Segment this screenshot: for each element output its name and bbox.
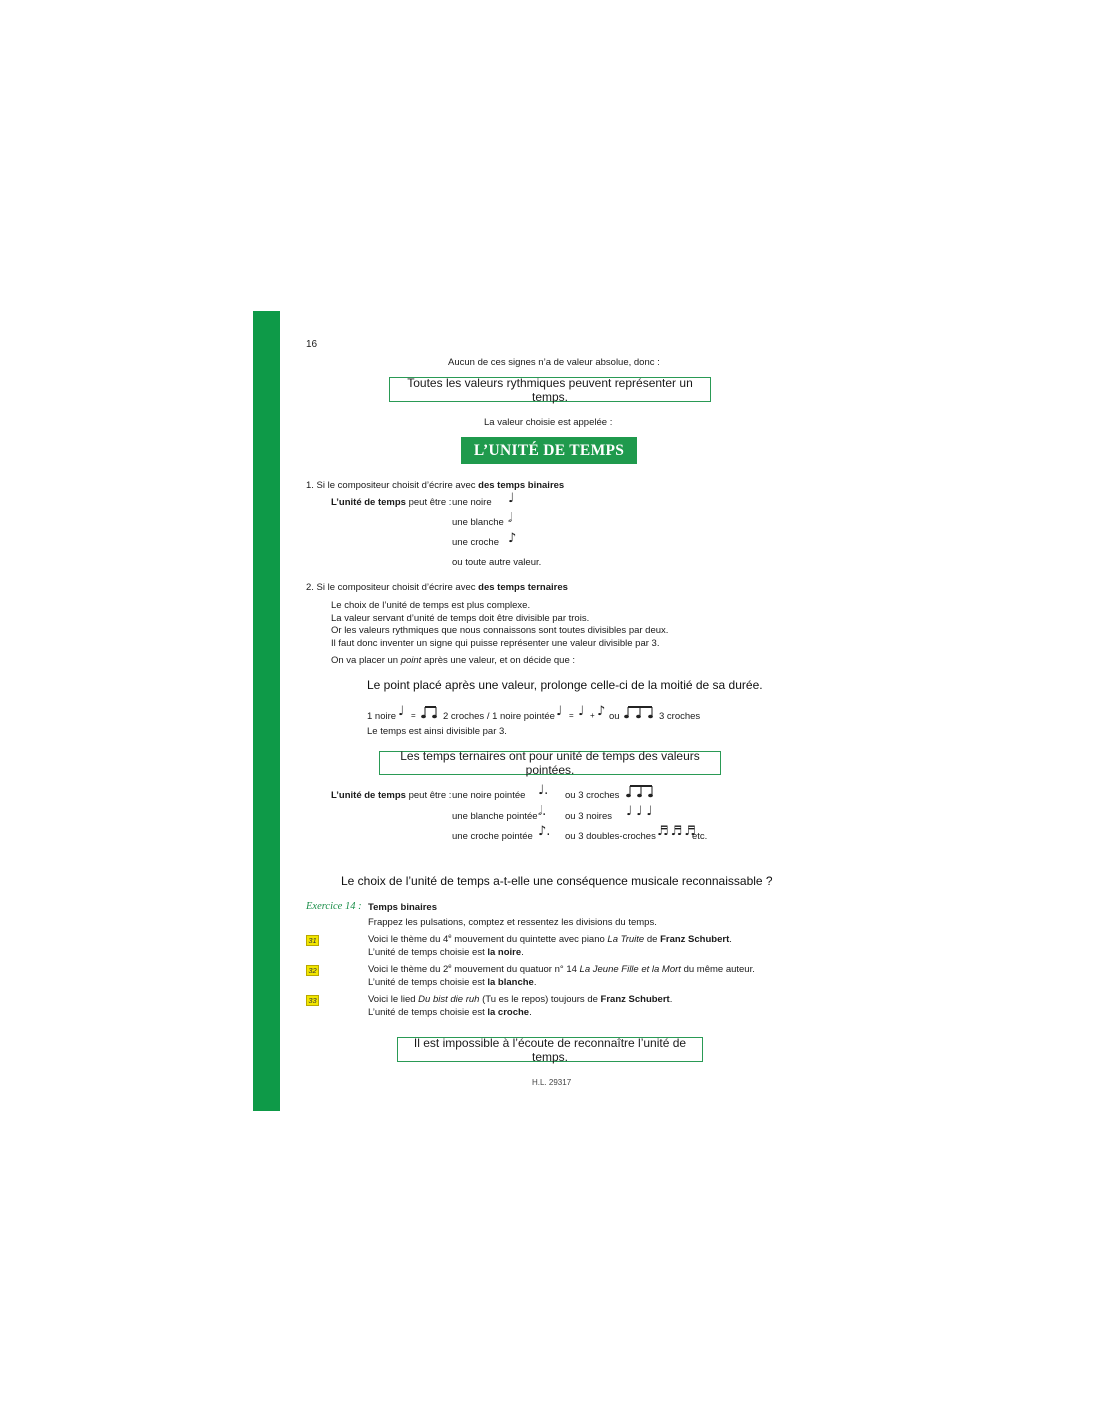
page-number: 16 [306, 339, 318, 350]
item-composer: Franz Schubert [660, 934, 730, 946]
section2-line: La valeur servant d’unité de temps doit être divisible par trois. [331, 612, 590, 624]
unite-bold: L’unité de temps [331, 497, 406, 508]
ternaire-left-3: une croche pointée [452, 831, 533, 842]
audio-track-badge[interactable]: 33 [306, 995, 319, 1006]
ternaire-left-2: une blanche pointée [452, 811, 538, 822]
item-text: de [646, 934, 658, 946]
exercise-item-1-line2: L’unité de temps choisie est la noire. [368, 947, 524, 958]
item-sup: e [448, 964, 452, 970]
dotted-quarter-icon: ♩ [556, 704, 563, 719]
exercise-title: Temps binaires [368, 902, 437, 913]
exercise-label: Exercice 14 : [306, 901, 362, 912]
unite-bold: L’unité de temps [331, 790, 406, 801]
quarter-note-icon: ♩ [578, 704, 585, 719]
eighth-note-icon: ♪ [597, 704, 606, 719]
point-line-b: après une valeur, et on décide que : [423, 655, 576, 666]
ternaire-right-3: ou 3 doubles-croches [565, 831, 656, 842]
etc-text: etc. [692, 831, 708, 842]
section1-heading [306, 480, 564, 491]
unite-label-binaire [331, 497, 451, 508]
item-text: Voici le lied [368, 994, 416, 1005]
point-rule: Le point placé après une valeur, prolonge celle-ci de la moitié de sa durée. [367, 678, 763, 692]
item-text: (Tu es le repos) toujours de [482, 994, 598, 1005]
dotted-quarter-icon: ♩. [538, 783, 549, 798]
three-sixteenths-icon: ♬♬♬ [657, 824, 698, 839]
eq-3-croches: 3 croches [659, 711, 701, 722]
key-box-3-text: Il est impossible à l’écoute de reconnaître l’unité de temps. [413, 1035, 687, 1064]
binaire-item-noire: une noire [452, 497, 492, 508]
unite-rest: peut être : [408, 790, 452, 801]
triple-eighths-icon [626, 784, 656, 798]
item-text: L’unité de temps choisie est [368, 977, 485, 988]
side-green-bar [253, 311, 280, 1111]
section1-bold: des temps binaires [478, 480, 565, 491]
item-answer: la blanche [487, 977, 534, 988]
plus-sign: + [590, 711, 595, 720]
item-text: L’unité de temps choisie est [368, 947, 485, 958]
item-end: . [729, 934, 732, 946]
ternaire-left-1: une noire pointée [452, 790, 526, 801]
item-answer: la noire [487, 947, 522, 958]
unite-rest: peut être : [408, 497, 452, 508]
half-note-icon: 𝅗𝅥 [508, 511, 513, 526]
quarter-note-icon: ♩ [508, 491, 515, 506]
dotted-half-icon: 𝅗𝅥. [538, 804, 547, 819]
point-line-ital: point [400, 655, 422, 666]
ternaire-right-1: ou 3 croches [565, 790, 620, 801]
exercise-item-2-line2: L’unité de temps choisie est la blanche. [368, 977, 537, 988]
item-composer: Franz Schubert [600, 994, 670, 1005]
footer-reference: H.L. 29317 [532, 1078, 572, 1087]
beamed-eighths-icon [421, 705, 439, 719]
exercise-item-2-line1 [368, 964, 755, 975]
exercise-item-1-line1 [368, 934, 732, 945]
exercise-instruction: Frappez les pulsations, comptez et ressentez les divisions du temps. [368, 917, 657, 928]
point-line [331, 655, 575, 666]
section2-bold: des temps ternaires [478, 582, 568, 593]
item-text: du même auteur. [683, 964, 755, 976]
binaire-item-blanche: une blanche [452, 517, 504, 528]
section1-prefix: 1. Si le compositeur choisit d’écrire avec [306, 480, 476, 491]
item-text: Voici le thème du 2 [368, 964, 449, 976]
item-work: La Truite [607, 934, 645, 946]
exercise-item-3-line2: L’unité de temps choisie est la croche. [368, 1007, 532, 1018]
item-answer: la croche [487, 1007, 530, 1018]
section2-prefix: 2. Si le compositeur choisit d’écrire avec [306, 582, 476, 593]
divisible-text: Le temps est ainsi divisible par 3. [367, 726, 507, 737]
key-box-1-text: Toutes les valeurs rythmiques peuvent représenter un temps. [407, 375, 693, 404]
key-box-2 [379, 751, 721, 775]
audio-track-badge[interactable]: 32 [306, 965, 319, 976]
eighth-note-icon: ♪ [508, 531, 517, 546]
item-sup: e [448, 934, 452, 940]
unite-label-ternaire [331, 790, 451, 801]
eq-ou: ou [609, 711, 620, 722]
section2-line: Le choix de l’unité de temps est plus complexe. [331, 600, 531, 611]
section2-line: Or les valeurs rythmiques que nous connaissons sont toutes divisibles par deux. [331, 625, 669, 636]
section-banner-text: L’UNITÉ DE TEMPS [473, 441, 625, 459]
section2-paragraph [331, 600, 668, 650]
item-text: mouvement du quintette avec piano [454, 934, 605, 946]
quarter-note-icon: ♩ [398, 704, 405, 719]
intro-text: Aucun de ces signes n’a de valeur absolue, donc : [448, 357, 660, 368]
equals-sign: = [569, 711, 574, 720]
audio-track-badge[interactable]: 31 [306, 935, 319, 946]
key-box-1 [389, 377, 711, 402]
section-banner [461, 437, 637, 464]
binaire-item-autre: ou toute autre valeur. [452, 557, 542, 568]
item-text: Voici le thème du 4 [368, 934, 449, 946]
item-work: La Jeune Fille et la Mort [579, 964, 681, 976]
dotted-eighth-icon: ♪. [538, 824, 551, 839]
section2-line: Il faut donc inventer un signe qui puisse représenter une valeur divisible par 3. [331, 637, 660, 649]
point-line-a: On va placer un [331, 655, 399, 666]
three-quarters-icon: ♩♩♩ [626, 804, 657, 819]
section2-heading [306, 582, 568, 593]
ternaire-right-2: ou 3 noires [565, 811, 613, 822]
item-text: mouvement du quatuor n° 14 [454, 964, 577, 976]
equals-sign: = [411, 711, 416, 720]
binaire-item-croche: une croche [452, 537, 500, 548]
key-box-3 [397, 1037, 703, 1062]
question-heading: Le choix de l’unité de temps a-t-elle une conséquence musicale reconnaissable ? [341, 874, 773, 888]
triple-eighths-icon [624, 705, 656, 719]
item-end: . [669, 994, 673, 1005]
choisie-text: La valeur choisie est appelée : [484, 417, 613, 428]
eq-noire: 1 noire [367, 711, 397, 722]
item-work: Du bist die ruh [418, 994, 480, 1005]
item-text: L’unité de temps choisie est [368, 1007, 485, 1018]
eq-croches: 2 croches / 1 noire pointée [443, 711, 555, 722]
exercise-item-3-line1 [368, 994, 672, 1005]
key-box-2-text: Les temps ternaires ont pour unité de temps des valeurs pointées. [400, 749, 700, 777]
